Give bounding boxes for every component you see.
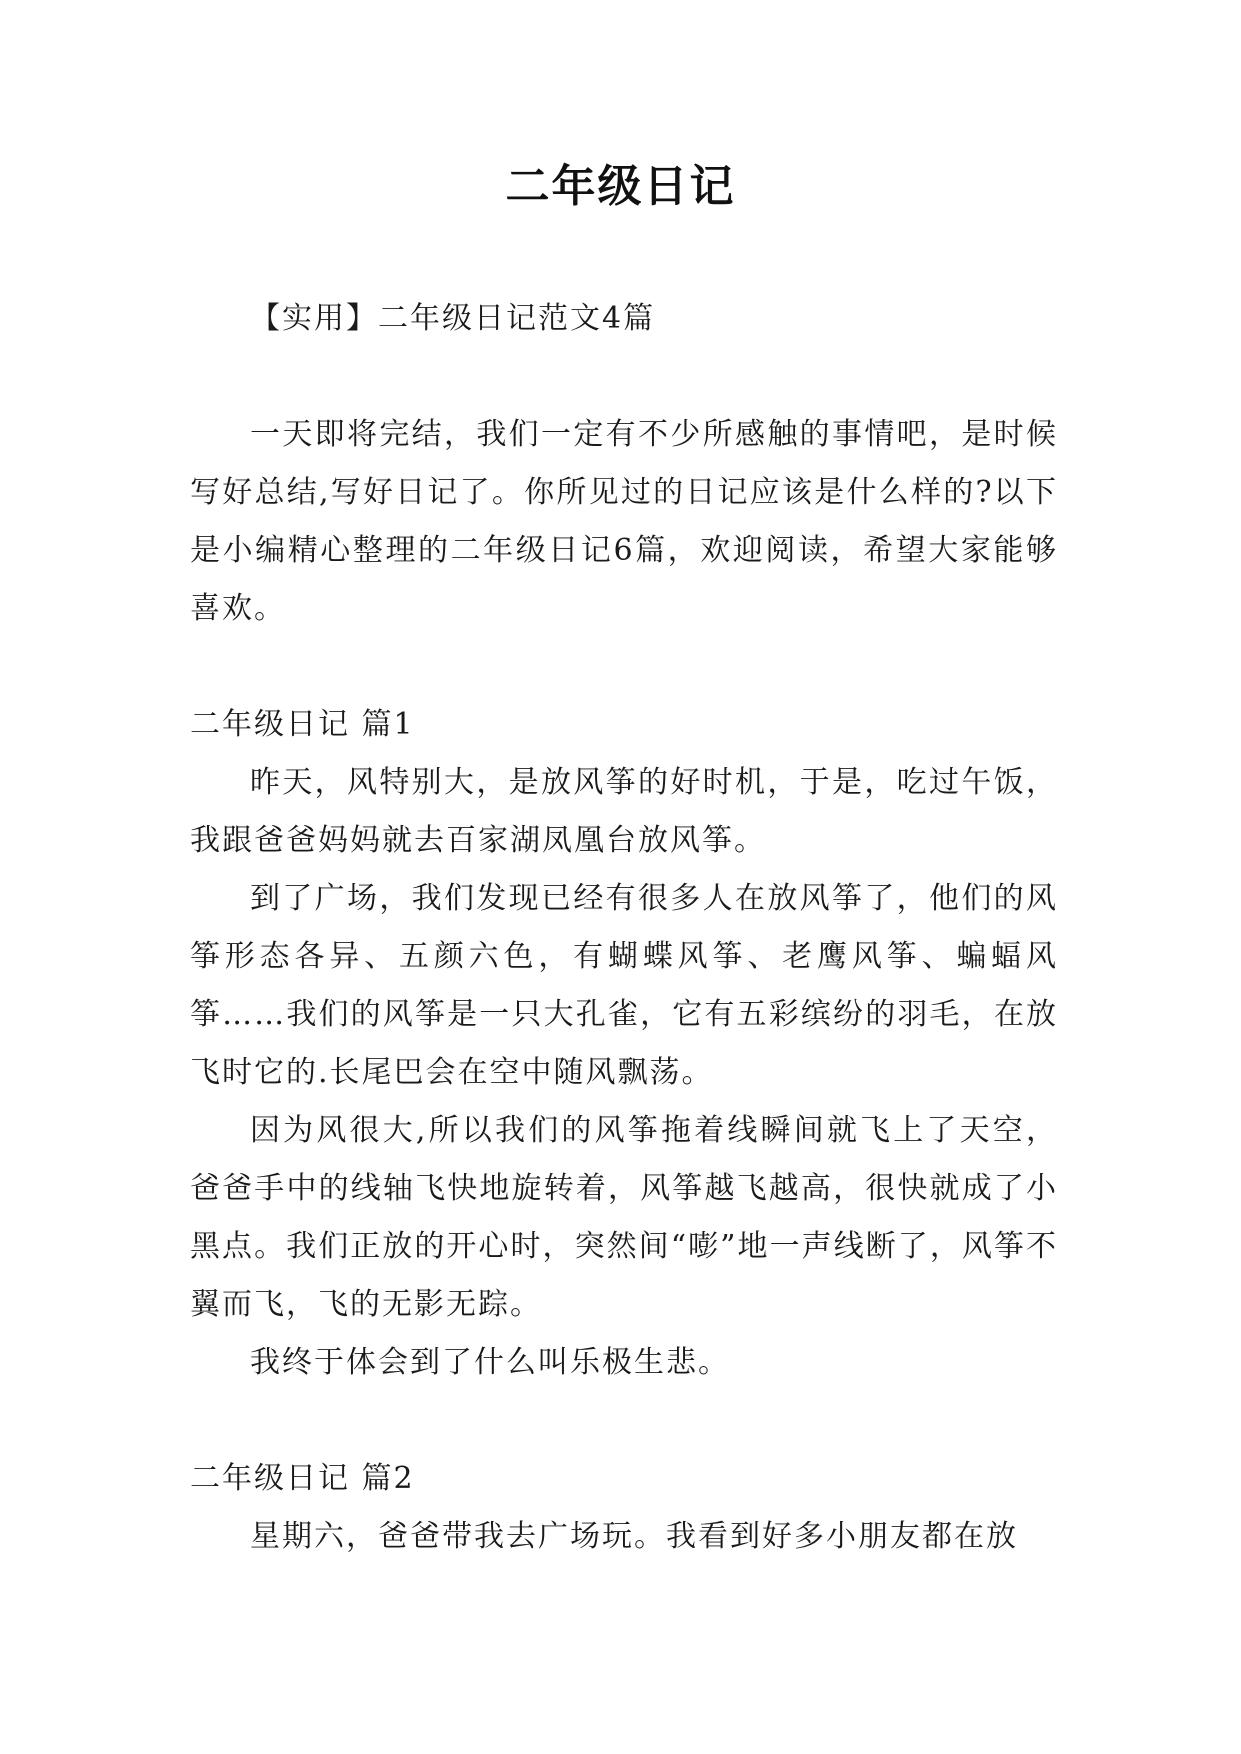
section-paragraph: 昨天，风特别大，是放风筝的好时机，于是，吃过午饭，我跟爸爸妈妈就去百家湖凤凰台放风筝。 bbox=[190, 765, 1058, 858]
section-heading: 二年级日记 篇1 bbox=[190, 707, 415, 742]
section-paragraph: 到了广场，我们发现已经有很多人在放风筝了，他们的风筝形态各异、五颜六色，有蝴蝶风筝、老鹰风筝、蝙蝠风筝……我们的风筝是一只大孔雀，它有五彩缤纷的羽毛，在放飞时它的.长尾巴会在空中随风飘荡。 bbox=[190, 881, 1058, 1090]
section-heading: 二年级日记 篇2 bbox=[190, 1461, 415, 1496]
section-paragraph: 因为风很大,所以我们的风筝拖着线瞬间就飞上了天空，爸爸手中的线轴飞快地旋转着，风筝越飞越高，很快就成了小黑点。我们正放的开心时，突然间“嘭”地一声线断了，风筝不翼而飞，飞的无影无踪。 bbox=[190, 1113, 1058, 1322]
section-paragraph: 星期六，爸爸带我去广场玩。我看到好多小朋友都在放 bbox=[250, 1519, 1018, 1554]
document-body bbox=[190, 290, 1058, 1566]
intro-paragraph: 一天即将完结，我们一定有不少所感触的事情吧，是时候写好总结,写好日记了。你所见过的日记应该是什么样的?以下是小编精心整理的二年级日记6篇，欢迎阅读，希望大家能够喜欢。 bbox=[190, 417, 1058, 626]
document-subtitle: 【实用】二年级日记范文4篇 bbox=[250, 301, 656, 336]
diary-section-1 bbox=[190, 696, 1058, 1392]
diary-section-2 bbox=[190, 1450, 1058, 1566]
section-paragraph: 我终于体会到了什么叫乐极生悲。 bbox=[250, 1345, 730, 1380]
document-title: 二年级日记 bbox=[505, 161, 736, 212]
